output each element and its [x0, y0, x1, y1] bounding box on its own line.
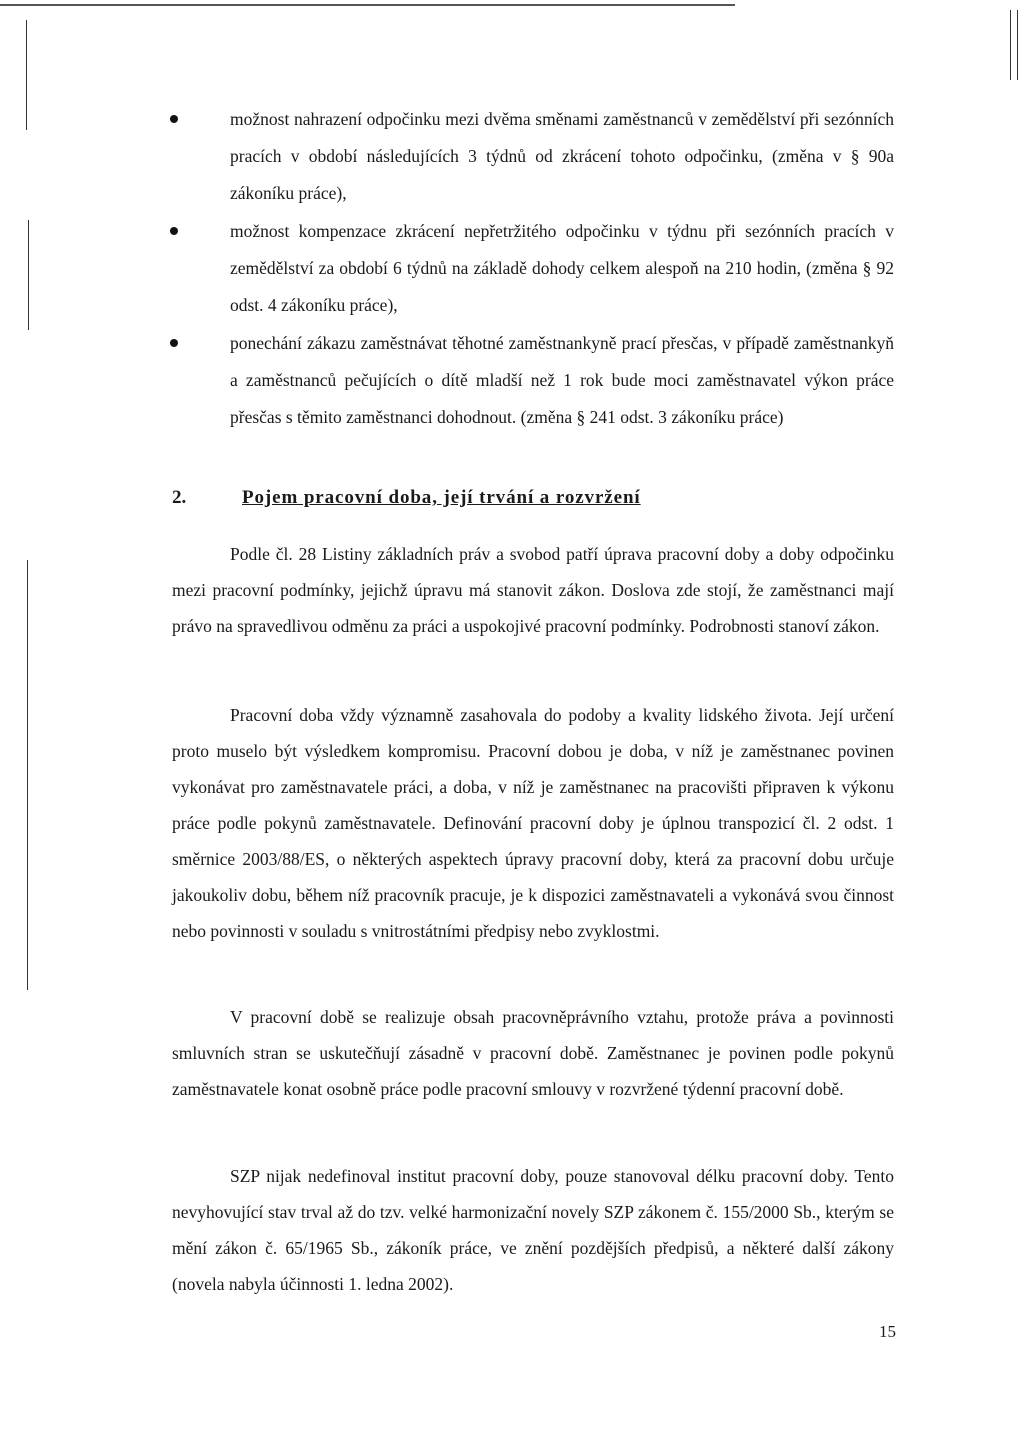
scan-edge-line: [28, 220, 29, 330]
scan-edge-line: [1017, 10, 1018, 80]
paragraph: SZP nijak nedefinoval institut pracovní doby, pouze stanovoval délku pracovní doby. Tento nevyhovující stav trval až do tzv. velké harmonizační novely SZP zákonem č. 155/2000 Sb., kterým se mění zákon č. 65/1965 Sb., zákoník práce, ve znění pozdějších předpisů, a některé další zákony (novela nabyla účinnosti 1. ledna 2002).: [172, 1166, 894, 1294]
bullet-item: [230, 101, 894, 212]
paragraph: V pracovní době se realizuje obsah pracovněprávního vztahu, protože práva a povinnosti smluvních stran se uskutečňují zásadně v pracovní době. Zaměstnanec je povinen podle pokynů zaměstnavatele konat osobně práce podle pracovní smlouvy v rozvržené týdenní pracovní době.: [172, 1007, 894, 1099]
page-number: 15: [879, 1322, 896, 1341]
paragraph: Podle čl. 28 Listiny základních práv a svobod patří úprava pracovní doby a doby odpočinku mezi pracovní podmínky, jejichž úpravu má stanovit zákon. Doslova zde stojí, že zaměstnanci mají právo na spravedlivou odměnu za práci a uspokojivé pracovní podmínky. Podrobnosti stanoví zákon.: [172, 544, 894, 636]
bullet-text: možnost nahrazení odpočinku mezi dvěma směnami zaměstnanců v zemědělství při sezónních pracích v období následujících 3 týdnů od zkrácení tohoto odpočinku, (změna v § 90a zákoníku práce),: [230, 109, 894, 203]
bullet-icon: [170, 115, 178, 123]
section-heading: [172, 483, 892, 513]
bullet-item: [230, 325, 894, 436]
bullet-text: možnost kompenzace zkrácení nepřetržitého odpočinku v týdnu při sezónních pracích v zemědělství za období 6 týdnů na základě dohody celkem alespoň na 210 hodin, (změna § 92 odst. 4 zákoníku práce),: [230, 221, 894, 315]
scan-top-border: [0, 4, 735, 6]
bullet-item: [230, 213, 894, 324]
bullet-icon: [170, 339, 178, 347]
bullet-text: ponechání zákazu zaměstnávat těhotné zaměstnankyně prací přesčas, v případě zaměstnankyň a zaměstnanců pečujících o dítě mladší než 1 rok bude moci zaměstnavatel výkon práce přesčas s těmito zaměstnanci dohodnout. (změna § 241 odst. 3 zákoníku práce): [230, 333, 894, 427]
section-number: 2.: [172, 487, 187, 508]
bullet-icon: [170, 227, 178, 235]
scan-edge-line: [26, 20, 27, 130]
scan-edge-line: [1010, 10, 1011, 80]
section-title: Pojem pracovní doba, její trvání a rozvržení: [242, 487, 641, 508]
scan-edge-line: [27, 560, 28, 990]
paragraph: Pracovní doba vždy významně zasahovala do podoby a kvality lidského života. Její určení proto muselo být výsledkem kompromisu. Pracovní dobou je doba, v níž je zaměstnanec povinen vykonávat pro zaměstnavatele práci, a doba, v níž je zaměstnanec na pracovišti připraven k výkonu práce podle pokynů zaměstnavatele. Definování pracovní doby je úplnou transpozicí čl. 2 odst. 1 směrnice 2003/88/ES, o některých aspektech úpravy pracovní doby, která za pracovní dobu určuje jakoukoliv dobu, během níž pracovník pracuje, je k dispozici zaměstnavateli a vykonává svou činnost nebo povinnosti v souladu s vnitrostátními předpisy nebo zvyklostmi.: [172, 705, 894, 941]
